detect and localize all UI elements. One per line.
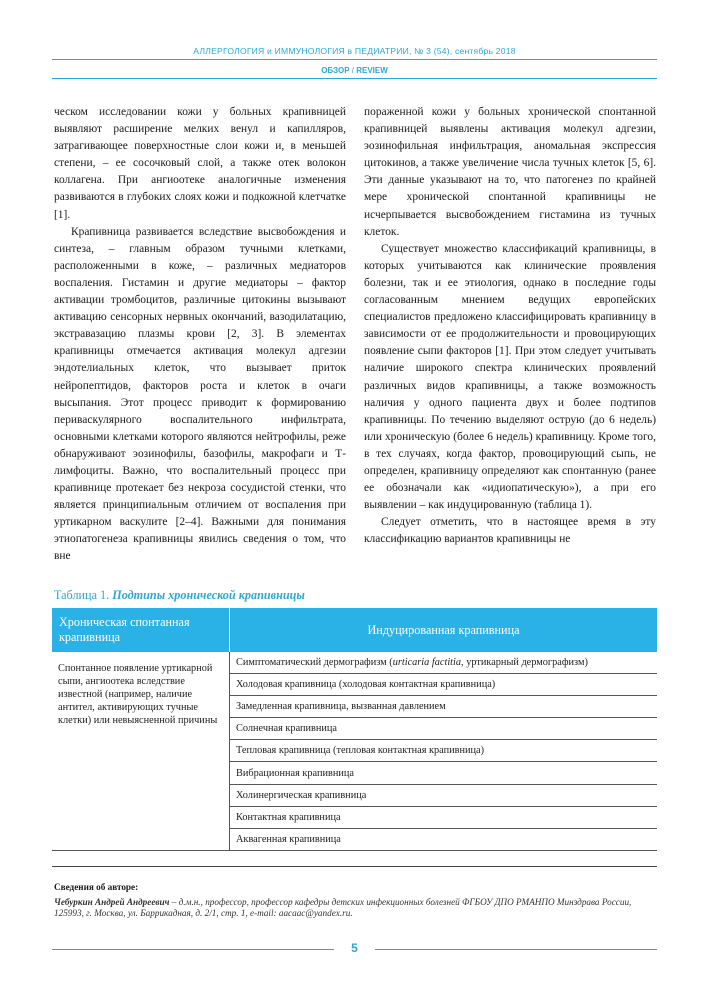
section-en: REVIEW xyxy=(356,66,388,75)
induced-item: Аквагенная крапивница xyxy=(230,828,658,850)
induced-item xyxy=(230,652,658,674)
induced-item: Контактная крапивница xyxy=(230,806,658,828)
left-paragraph-1: ческом исследовании кожи у больных крапивницей выявляют расширение мелких венул и капилляров, затрагивающее поверхностные слои кожи и, в меньшей степени, – ее сосочковый слой, а также отек волокон коллагена. При ангиоотеке аналогичные изменения развиваются в глубоких слоях кожи и подкожной клетчатке [1]. xyxy=(54,106,346,221)
author-details: – д.м.н., профессор, профессор кафедры детских инфекционных болезней ФГБОУ ДПО РМАНПО Минздрава России, 125993, г. Москва, ул. Баррикадная, д. 2/1, стр. 1, e-mail: aacaac@yandex.ru. xyxy=(54,897,632,918)
author-divider xyxy=(52,866,657,867)
induced-item: Вибрационная крапивница xyxy=(230,762,658,784)
author-name: Чебуркин Андрей Андреевич xyxy=(54,897,170,907)
footer-rule-left xyxy=(52,949,334,950)
header-rule-top xyxy=(52,59,657,60)
induced-item-text: Симптоматический дермографизм ( xyxy=(236,657,393,669)
journal-header: АЛЛЕРГОЛОГИЯ и ИММУНОЛОГИЯ в ПЕДИАТРИИ, № 3 (54), сентябрь 2018 xyxy=(193,46,516,56)
right-paragraph-2: Существует множество классификаций крапивницы, в которых учитываются как клинические проявления болезни, так и ее этиология, однако в последние годы согласованным мнением ведущих европейских специалистов предложено классифицировать крапивницу в зависимости от ее продолжительности и провоцирующих появление сыпи факторов [1]. При этом следует учитывать наличие широкого спектра клинических проявлений различных видов крапивницы, а также возможность наличия у одного пациента двух и более подтипов крапивницы. По течению выделяют острую (до 6 недель) или хроническую (более 6 недель) крапивницу. Кроме того, в тех случаях, когда фактор, провоцирующий сыпь, не определен, крапивницу определяют как спонтанную (ранее ее обозначали как «идиопатическую»), а при его выявлении – как индуцированную (таблица 1). xyxy=(364,242,656,512)
table-row xyxy=(52,652,657,674)
section-label xyxy=(0,66,709,75)
header-induced: Индуцированная крапивница xyxy=(230,608,658,652)
table-caption-prefix: Таблица 1. xyxy=(54,588,113,602)
left-column xyxy=(54,104,346,566)
footer-rule-right xyxy=(375,949,657,950)
table-caption xyxy=(54,588,305,603)
induced-item: Холинергическая крапивница xyxy=(230,784,658,806)
section-ru: ОБЗОР xyxy=(321,66,350,75)
induced-item: Солнечная крапивница xyxy=(230,718,658,740)
author-info xyxy=(54,897,659,919)
author-info-title: Сведения об авторе: xyxy=(54,882,139,892)
right-paragraph-1: пораженной кожи у больных хронической спонтанной крапивницей выявлены активация молекул адгезии, эозинофильная инфильтрация, аномальная экспрессия цитокинов, а также увеличение числа тучных клеток [5, 6]. Эти данные указывают на то, что патогенез по крайней мере хронической спонтанной крапивницы не исчерпывается высвобождением гистамина из тучных клеток. xyxy=(364,106,656,238)
section-separator: / xyxy=(349,66,357,75)
right-paragraph-3: Следует отметить, что в настоящее время в эту классификацию вариантов крапивницы не xyxy=(364,516,656,546)
table-caption-title: Подтипы хронической крапивницы xyxy=(112,588,305,602)
right-column xyxy=(364,104,656,548)
induced-item-text-end: , уртикарный дермографизм) xyxy=(461,657,588,669)
spontaneous-description: Спонтанное появление уртикарной сыпи, ангиоотека вследствие известной (например, наличие антител, активирующих тучные клетки) или невыясненной причины xyxy=(52,652,230,850)
induced-item: Холодовая крапивница (холодовая контактная крапивница) xyxy=(230,674,658,696)
table-header-row xyxy=(52,608,657,652)
urticaria-subtypes-table xyxy=(52,608,657,851)
induced-item-latin: urticaria factitia xyxy=(392,657,462,669)
page-number: 5 xyxy=(351,941,358,955)
induced-item: Замедленная крапивница, вызванная давлением xyxy=(230,696,658,718)
header-spontaneous: Хроническая спонтанная крапивница xyxy=(52,608,230,652)
left-paragraph-2: Крапивница развивается вследствие высвобождения и синтеза, – главным образом тучными клетками, расположенными в коже, – различных медиаторов воспаления. Гистамин и другие медиаторы – фактор активации тромбоцитов, различные цитокины вызывают активацию сенсорных нервных окончаний, вазодилатацию, экстравазацию плазмы крови [2, 3]. В элементах крапивницы отмечается активация молекул адгезии эндотелиальных клеток, что вызывает приток нейропептидов, факторов роста и клеток в очаги высыпания. Этот процесс приводит к формированию периваскулярного воспалительного инфильтрата, основными клетками которого являются нейтрофилы, реже обнаруживают эозинофилы, базофилы, макрофаги и Т-лимфоциты. Важно, что воспалительный процесс при крапивнице протекает без некроза сосудистой стенки, что является принципиальным отличием от воспаления при уртикарном васкулите [2–4]. Важными для понимания этиопатогенеза крапивницы явились сведения о том, что вне xyxy=(54,225,346,563)
induced-item: Тепловая крапивница (тепловая контактная крапивница) xyxy=(230,740,658,762)
header-rule-bottom xyxy=(52,78,657,79)
